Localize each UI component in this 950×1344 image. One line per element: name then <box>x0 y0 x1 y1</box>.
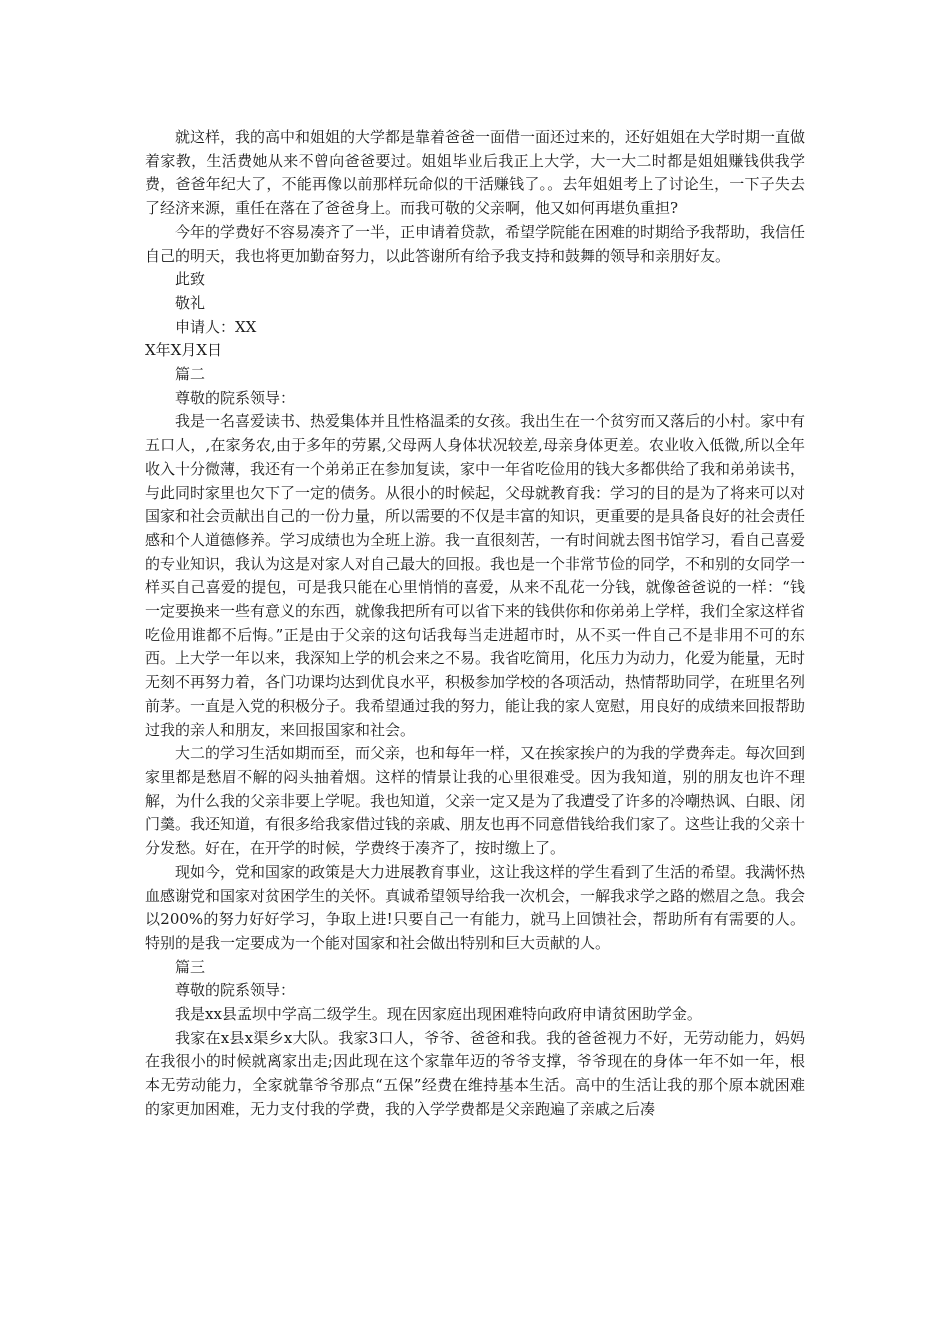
section-2-paragraph-3: 现如今，党和国家的政策是大力进展教育事业，这让我这样的学生看到了生活的希望。我满怀热血感谢党和国家对贫困学生的关怀。真诚希望领导给我一次机会，一解我求学之路的燃眉之急。我会以200%的努力好好学习，争取上进!只要自己一有能力，就马上回馈社会，帮助所有有需要的人。特别的是我一定要成为一个能对国家和社会做出特别和巨大贡献的人。 <box>145 862 806 952</box>
section-2-title: 篇二 <box>175 365 206 384</box>
section-2-paragraph-2: 大二的学习生活如期而至，而父亲，也和每年一样，又在挨家挨户的为我的学费奔走。每次回到家里都是愁眉不解的闷头抽着烟。这样的情景让我的心里很难受。因为我知道，别的朋友也许不理解，为什么我的父亲非要上学呢。我也知道，父亲一定又是为了我遭受了许多的冷嘲热讽、白眼、闭门羹。我还知道，有很多给我家借过钱的亲戚、朋友也再不同意借钱给我们家了。这些让我的父亲十分发愁。好在，在开学的时候，学费终于凑齐了，按时缴上了。 <box>145 744 806 858</box>
closing-line-2: 敬礼 <box>175 293 206 312</box>
paragraph-2: 今年的学费好不容易凑齐了一半，正申请着贷款，希望学院能在困难的时期给予我帮助，我信任自己的明天，我也将更加勤奋努力，以此答谢所有给予我支持和鼓舞的领导和亲朋好友。 <box>145 222 806 265</box>
paragraph-1: 就这样，我的高中和姐姐的大学都是靠着爸爸一面借一面还过来的，还好姐姐在大学时期一直做着家教，生活费她从来不曾向爸爸要过。姐姐毕业后我正上大学，大一大二时都是姐姐赚钱供我学费，爸爸年纪大了，不能再像以前那样玩命似的干活赚钱了。。去年姐姐考上了讨论生，一下子失去了经济来源，重任在落在了爸爸身上。而我可敬的父亲啊，他又如何再堪负重担? <box>145 128 806 218</box>
date-line: X年X月X日 <box>145 341 223 360</box>
section-3-title: 篇三 <box>175 957 206 976</box>
section-3-paragraph-2: 我家在x县x渠乡x大队。我家3口人，爷爷、爸爸和我。我的爸爸视力不好，无劳动能力，妈妈在我很小的时候就离家出走;因此现在这个家靠年迈的爷爷支撑，爷爷现在的身体一年不如一年，根本无劳动能力，全家就靠爷爷那点“五保”经费在维持基本生活。高中的生活让我的那个原本就困难的家更加困难，无力支付我的学费，我的入学学费都是父亲跑遍了亲戚之后凑 <box>145 1028 805 1118</box>
closing-line-1: 此致 <box>175 270 206 289</box>
section-3-paragraph-1: 我是xx县孟坝中学高二级学生。现在因家庭出现困难特向政府申请贫困助学金。 <box>175 1005 702 1024</box>
section-2-salutation: 尊敬的院系领导： <box>175 388 296 407</box>
section-3-salutation: 尊敬的院系领导： <box>175 981 296 1000</box>
section-2-paragraph-1: 我是一名喜爱读书、热爱集体并且性格温柔的女孩。我出生在一个贫穷而又落后的小村。家中有五口人，,在家务农,由于多年的劳累,父母两人身体状况较差,母亲身体更差。农业收入低微,所以全年收入十分微薄，我还有一个弟弟正在参加复读，家中一年省吃俭用的钱大多都供给了我和弟弟读书，与此同时家里也欠下了一定的债务。从很小的时候起，父母就教育我：学习的目的是为了将来可以对国家和社会贡献出自己的一份力量，所以需要的不仅是丰富的知识，更重要的是具备良好的社会责任感和个人道德修养。学习成绩也为全班上游。我一直很刻苦，一有时间就去图书馆学习，看自己喜爱的专业知识，我认为这是对家人对自己最大的回报。我也是一个非常节俭的同学，不和别的女同学一样买自己喜爱的提包，可是我只能在心里悄悄的喜爱，从来不乱花一分钱，就像爸爸说的一样：“钱一定要换来一些有意义的东西，就像我把所有可以省下来的钱供你和你弟弟上学样，我们全家这样省吃俭用谁都不后悔。”正是由于父亲的这句话我每当走进超市时，从不买一件自己不是非用不可的东西。上大学一年以来，我深知上学的机会来之不易。我省吃简用，化压力为动力，化爱为能量，无时无刻不再努力着，各门功课均达到优良水平，积极参加学校的各项活动，热情帮助同学，在班里名列前茅。一直是入党的积极分子。我希望通过我的努力，能让我的家人宽慰，用良好的成绩来回报帮助过我的亲人和朋友，来回报国家和社会。 <box>145 412 806 739</box>
applicant-line: 申请人：XX <box>175 317 257 336</box>
document-page <box>145 126 805 1122</box>
